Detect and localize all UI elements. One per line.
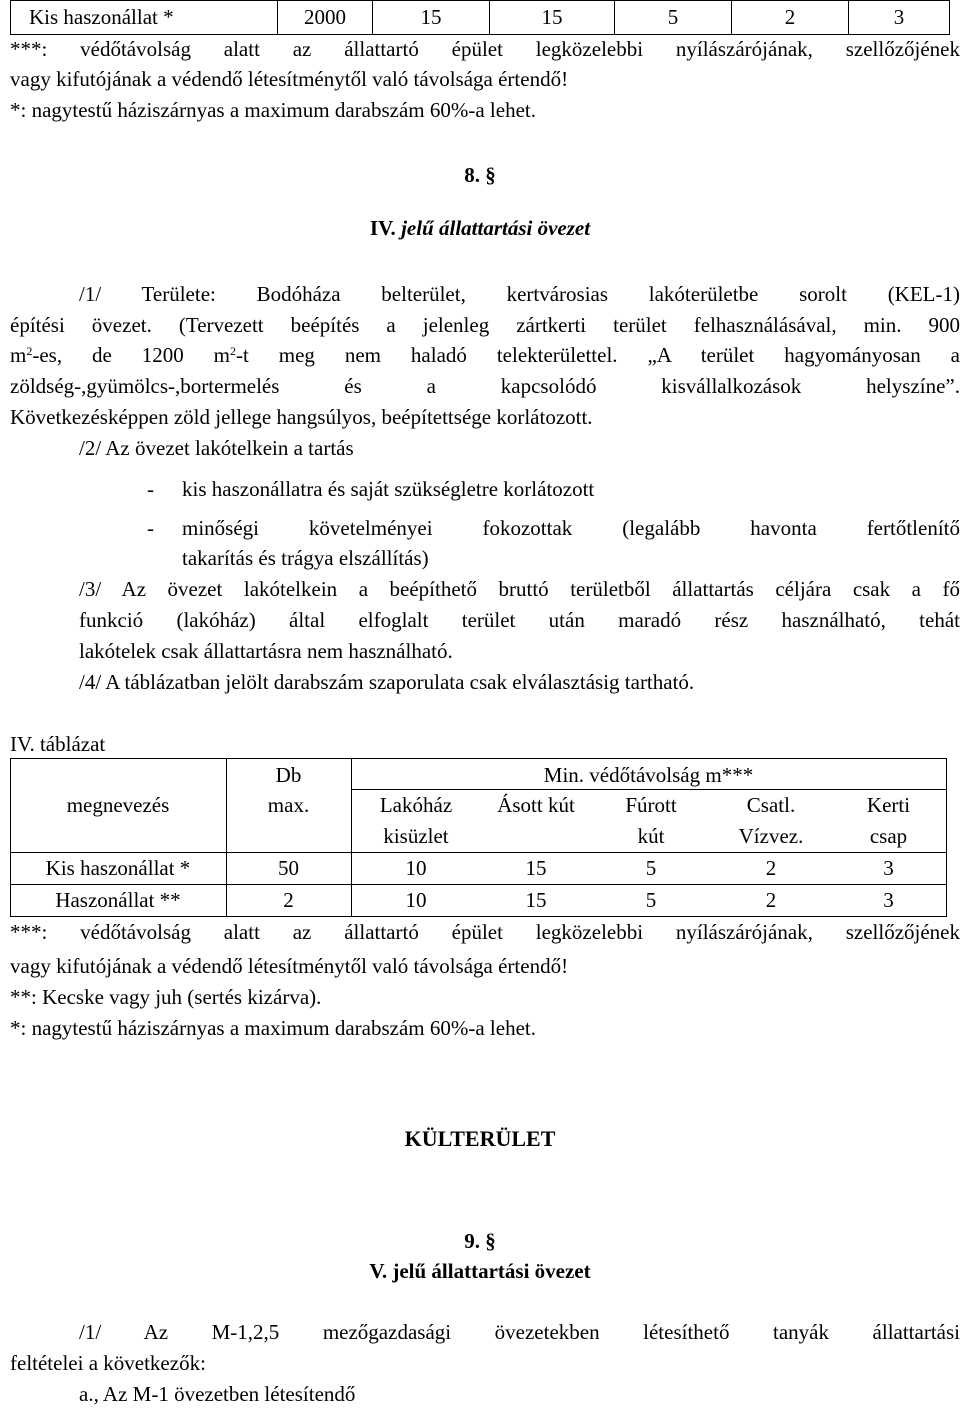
table-cell: 5 [615,1,732,35]
paragraph-line: /4/ A táblázatban jelölt darabszám szaporulata csak elválasztásig tartható. [79,670,695,694]
header-col: Vízvez. [738,824,804,848]
paragraph-line: lakótelek csak állattartásra nem használható. [79,639,453,663]
table-cell: Haszonállat ** [55,888,181,912]
superscript: 2 [26,344,33,358]
section-title-roman: IV. [369,216,396,240]
header-db: max. [267,793,310,817]
section-number: 8. § [464,163,496,187]
table-cell: Kis haszonállat * [11,1,278,35]
table-border [10,916,947,917]
header-col: Ásott kút [497,793,575,817]
table-cell: 15 [525,856,547,880]
text-run: -t meg nem haladó telekterülettel. „A terület hagyományosan a [236,343,960,367]
paragraph-line: /2/ Az övezet lakótelkein a tartás [79,436,354,460]
section-title-text: jelű állattartási övezet [395,216,591,240]
paragraph-line: feltételei a következők: [10,1351,206,1375]
paragraph-line: funkció (lakóház) által elfoglalt terület után maradó rész használható, tehát [79,608,960,632]
table-row [11,1,950,35]
header-name: megnevezés [66,793,170,817]
footnote: *: nagytestű háziszárnyas a maximum darabszám 60%-a lehet. [10,1016,536,1040]
header-col: Kerti [866,793,911,817]
footnote: ***: védőtávolság alatt az állattartó épület legközelebbi nyílászárójának, szellőzőjének [10,920,960,944]
paragraph-line: /1/ Az M-1,2,5 mezőgazdasági övezetekben létesíthető tanyák állattartási [79,1320,960,1344]
header-col: Csatl. [746,793,796,817]
table-border [10,758,947,759]
table-caption: IV. táblázat [10,732,106,756]
bullet-text: takarítás és trágya elszállítás) [182,546,429,570]
header-col: Fúrott [625,793,677,817]
bullet-text: kis haszonállatra és saját szükségletre korlátozott [182,477,595,501]
header-col: csap [869,824,908,848]
table-cell: 2000 [278,1,373,35]
header-min-distance: Min. védőtávolság m*** [543,763,754,787]
table-cell: 2 [765,856,777,880]
paragraph-line: /3/ Az övezet lakótelkein a beépíthető bruttó területből állattartás céljára csak a fő [79,577,960,601]
section-number: 9. § [464,1229,496,1253]
table-cell: 3 [883,856,894,880]
paragraph-line [10,342,960,368]
header-db: Db [275,763,302,787]
footnote: vagy kifutójának a védendő létesítménytől való távolsága értendő! [10,67,569,91]
superscript: 2 [230,344,237,358]
paragraph-line: /1/ Területe: Bodóháza belterület, kertvárosias lakóterületbe sorolt (KEL-1) [79,282,960,306]
table-cell: 15 [525,888,547,912]
paragraph-line: Következésképpen zöld jellege hangsúlyos, beépítettsége korlátozott. [10,405,593,429]
table-cell: 2 [283,888,294,912]
table-cell: 15 [490,1,615,35]
header-col: kisüzlet [383,824,449,848]
table-cell: 10 [405,856,427,880]
bullet-dash: - [147,477,154,501]
header-col: kút [637,824,665,848]
text-run: -es, de 1200 m [32,343,231,367]
footnote: ***: védőtávolság alatt az állattartó épület legközelebbi nyílászárójának, szellőzőjének [10,37,960,61]
table-cell: 3 [883,888,894,912]
table-cell: 2 [732,1,849,35]
text-run: m [10,343,27,367]
top-table-row [10,0,950,35]
section-title [0,215,960,241]
footnote: *: nagytestű háziszárnyas a maximum darabszám 60%-a lehet. [10,98,536,122]
table-cell: 10 [405,888,427,912]
paragraph-line: zöldség-,gyümölcs-,bortermelés és a kapcsolódó kisvállalkozások helyszíne”. [10,374,960,398]
table-cell: 2 [765,888,777,912]
bullet-text: minőségi követelményei fokozottak (legalább havonta fertőtlenítő [182,516,960,540]
paragraph-line: a., Az M-1 övezetben létesítendő [79,1382,356,1406]
chapter-heading: KÜLTERÜLET [404,1126,556,1151]
table-cell: Kis haszonállat * [45,856,191,880]
table-cell: 15 [373,1,490,35]
section-title: V. jelű állattartási övezet [369,1259,591,1283]
table-border [946,758,947,916]
paragraph-line: építési övezet. (Tervezett beépítés a jelenleg zártkerti terület felhasználásával, min. 900 [10,313,960,337]
table-cell: 50 [278,856,299,880]
bullet-dash: - [147,516,154,540]
footnote: vagy kifutójának a védendő létesítménytől való távolsága értendő! [10,954,569,978]
header-col: Lakóház [379,793,453,817]
table-cell: 3 [849,1,950,35]
footnote: **: Kecske vagy juh (sertés kizárva). [10,985,322,1009]
table-cell: 5 [645,888,657,912]
table-cell: 5 [645,856,657,880]
